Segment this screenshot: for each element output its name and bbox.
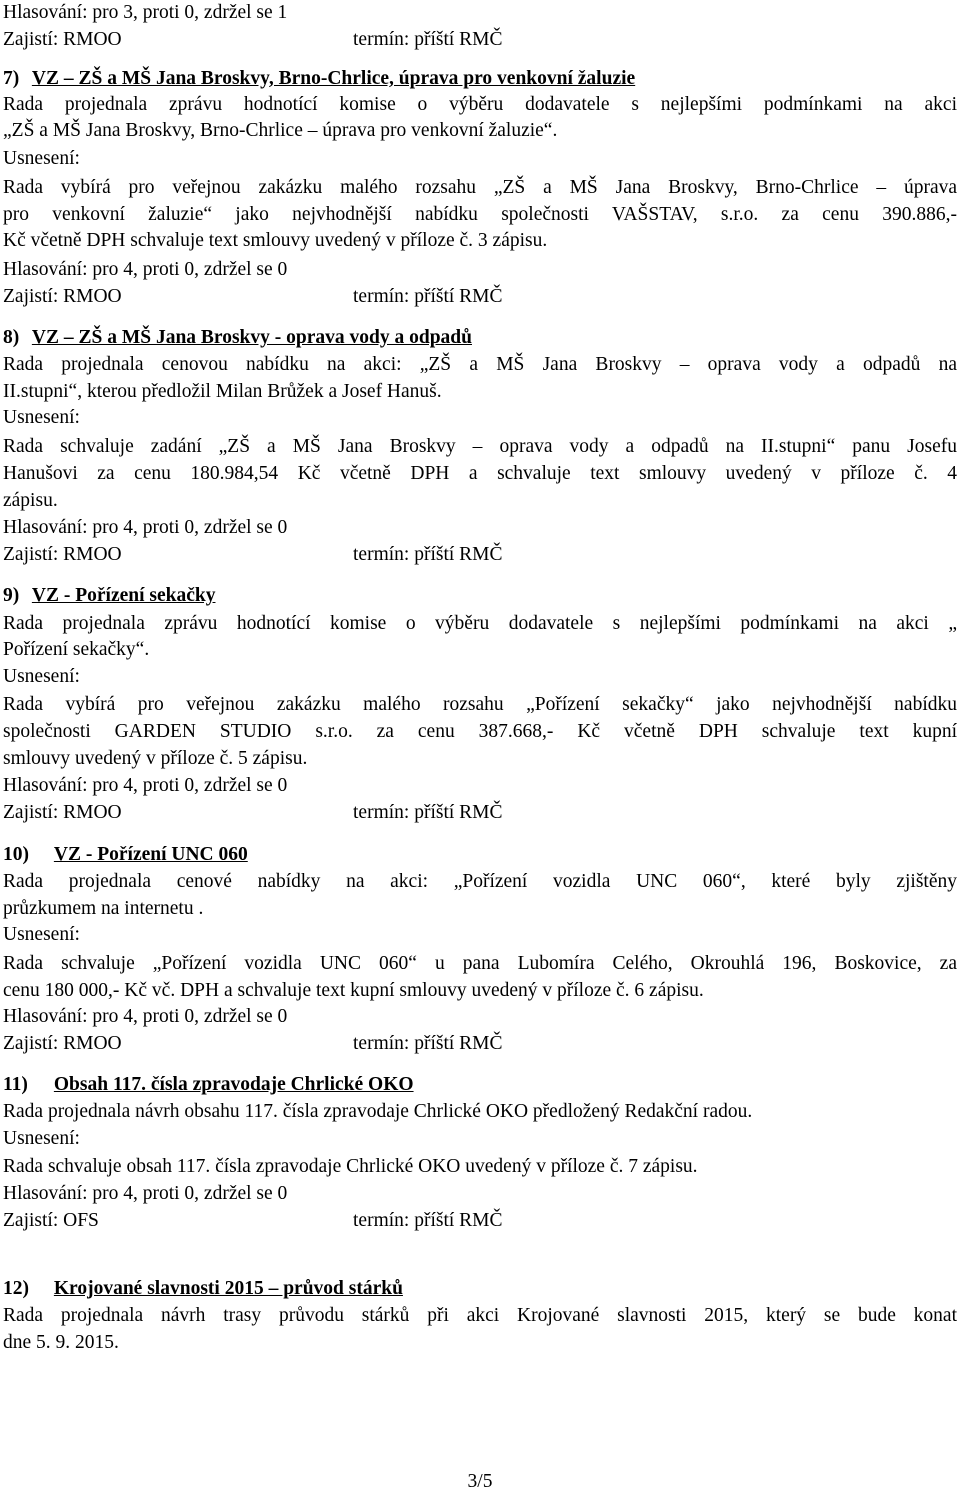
item-11-deadline: termín: příští RMČ: [353, 1210, 503, 1231]
item-12-title: Krojované slavnosti 2015 – průvod stárků: [53, 1278, 403, 1299]
item-9-number: 9): [3, 585, 20, 606]
item-10-voting: Hlasování: pro 4, proti 0, zdržel se 0: [3, 1006, 288, 1027]
item-9-intro-line: Pořízení sekačky“.: [3, 639, 150, 660]
item-9-resolution-line: smlouvy uvedený v příloze č. 5 zápisu.: [3, 748, 308, 769]
page-number: 3/5: [467, 1471, 493, 1492]
item-7-assignee: Zajistí: RMOO: [3, 286, 122, 307]
item-8-intro-line: Rada projednala cenovou nabídku na akci: „ZŠ a MŠ Jana Broskvy – oprava vody a odpadů na: [3, 354, 957, 375]
item-12-intro-line: Rada projednala návrh trasy průvodu stárků při akci Krojované slavnosti 2015, který se bude konat: [3, 1305, 957, 1326]
item-8-deadline: termín: příští RMČ: [353, 544, 503, 565]
item-7-resolution-line: Kč včetně DPH schvaluje text smlouvy uvedený v příloze č. 3 zápisu.: [3, 230, 548, 251]
item-10-number: 10): [3, 844, 29, 865]
item-10-intro-line: Rada projednala cenové nabídky na akci: „Pořízení vozidla UNC 060“, které byly zjištěny: [3, 871, 957, 892]
item-10-deadline: termín: příští RMČ: [353, 1033, 503, 1054]
item-9-deadline: termín: příští RMČ: [353, 802, 503, 823]
item-11-intro-line: Rada projednala návrh obsahu 117. čísla zpravodaje Chrlické OKO předložený Redakční radou.: [3, 1101, 753, 1122]
item-8-resolution-line: zápisu.: [3, 490, 58, 511]
item-9-intro-line: Rada projednala zprávu hodnotící komise o výběru dodavatele s nejlepšími podmínkami na akci „: [3, 613, 957, 634]
item-7-voting: Hlasování: pro 4, proti 0, zdržel se 0: [3, 259, 288, 280]
item-10-intro-line: průzkumem na internetu .: [3, 898, 204, 919]
item-12-intro-line: dne 5. 9. 2015.: [3, 1332, 119, 1353]
item-8-resolution-line: Rada schvaluje zadání „ZŠ a MŠ Jana Broskvy – oprava vody a odpadů na II.stupni“ panu Josefu: [3, 436, 957, 457]
item-8-heading: [3, 325, 957, 351]
item-9-voting: Hlasování: pro 4, proti 0, zdržel se 0: [3, 775, 288, 796]
item-11-assignee: Zajistí: OFS: [3, 1210, 99, 1231]
item-8-voting: Hlasování: pro 4, proti 0, zdržel se 0: [3, 517, 288, 538]
item-10-heading: [3, 842, 957, 868]
item-9-resolution-label: Usnesení:: [3, 666, 80, 687]
top-deadline: termín: příští RMČ: [353, 29, 503, 50]
item-11-title: Obsah 117. čísla zpravodaje Chrlické OKO: [53, 1074, 414, 1095]
item-10-resolution-line: Rada schvaluje „Pořízení vozidla UNC 060“ u pana Lubomíra Celého, Okrouhlá 196, Boskovice, za: [3, 953, 957, 974]
item-7-title: VZ – ZŠ a MŠ Jana Broskvy, Brno-Chrlice, úprava pro venkovní žaluzie: [31, 68, 636, 89]
item-12-heading: [3, 1276, 957, 1302]
item-9-heading: [3, 583, 957, 609]
item-9-assignee: Zajistí: RMOO: [3, 802, 122, 823]
item-10-title: VZ - Pořízení UNC 060: [53, 844, 248, 865]
item-11-resolution-line: Rada schvaluje obsah 117. čísla zpravodaje Chrlické OKO uvedený v příloze č. 7 zápisu.: [3, 1156, 698, 1177]
item-7-resolution-label: Usnesení:: [3, 148, 80, 169]
item-8-resolution-label: Usnesení:: [3, 407, 80, 428]
item-9-title: VZ - Pořízení sekačky: [31, 585, 216, 606]
item-11-resolution-label: Usnesení:: [3, 1128, 80, 1149]
item-12-number: 12): [3, 1278, 29, 1299]
item-10-resolution-label: Usnesení:: [3, 924, 80, 945]
item-8-number: 8): [3, 327, 20, 348]
item-11-number: 11): [3, 1074, 28, 1095]
item-11-voting: Hlasování: pro 4, proti 0, zdržel se 0: [3, 1183, 288, 1204]
item-7-resolution-line: pro venkovní žaluzie“ jako nejvhodnější nabídku společnosti VAŠSTAV, s.r.o. za cenu 390.886,-: [3, 204, 957, 225]
item-7-deadline: termín: příští RMČ: [353, 286, 503, 307]
item-8-assignee: Zajistí: RMOO: [3, 544, 122, 565]
item-10-assignee: Zajistí: RMOO: [3, 1033, 122, 1054]
item-8-intro-line: II.stupni“, kterou předložil Milan Brůžek a Josef Hanuš.: [3, 381, 442, 402]
item-7-intro-line: „ZŠ a MŠ Jana Broskvy, Brno-Chrlice – úprava pro venkovní žaluzie“.: [3, 120, 558, 141]
item-7-heading: [3, 66, 957, 92]
item-9-resolution-line: Rada vybírá pro veřejnou zakázku malého rozsahu „Pořízení sekačky“ jako nejvhodnější nabídku: [3, 694, 957, 715]
top-voting: Hlasování: pro 3, proti 0, zdržel se 1: [3, 2, 288, 23]
item-8-resolution-line: Hanušovi za cenu 180.984,54 Kč včetně DPH a schvaluje text smlouvy uvedený v příloze č. 4: [3, 463, 957, 484]
item-9-resolution-line: společnosti GARDEN STUDIO s.r.o. za cenu 387.668,- Kč včetně DPH schvaluje text kupní: [3, 721, 957, 742]
item-7-number: 7): [3, 68, 20, 89]
top-assignee: Zajistí: RMOO: [3, 29, 122, 50]
item-7-resolution-line: Rada vybírá pro veřejnou zakázku malého rozsahu „ZŠ a MŠ Jana Broskvy, Brno-Chrlice – úprava: [3, 177, 957, 198]
item-8-title: VZ – ZŠ a MŠ Jana Broskvy - oprava vody a odpadů: [31, 327, 472, 348]
item-11-heading: [3, 1072, 957, 1098]
item-10-resolution-line: cenu 180 000,- Kč vč. DPH a schvaluje text kupní smlouvy uvedený v příloze č. 6 zápisu.: [3, 980, 704, 1001]
item-7-intro-line: Rada projednala zprávu hodnotící komise o výběru dodavatele s nejlepšími podmínkami na akci: [3, 94, 957, 115]
